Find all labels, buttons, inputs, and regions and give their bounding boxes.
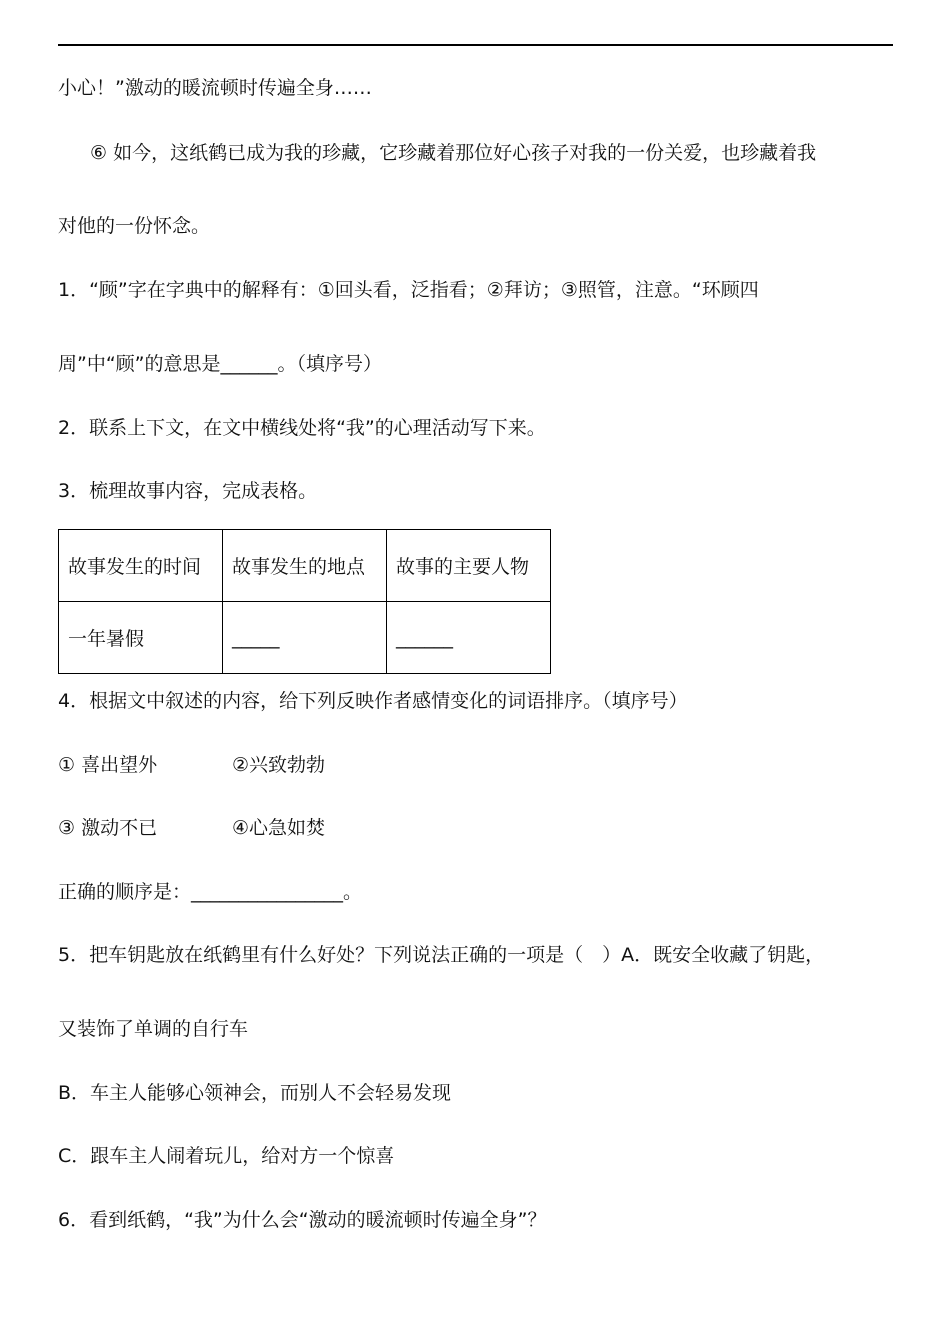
question-6: 6．看到纸鹤，“我”为什么会“激动的暖流顿时传遍全身”？ [58, 1209, 547, 1231]
table-header-cell: 故事发生的时间 [59, 530, 223, 602]
table-row [59, 602, 551, 674]
question-4-answer: 正确的顺序是：________________。 [58, 881, 363, 903]
question-4: 4．根据文中叙述的内容，给下列反映作者感情变化的词语排序。（填序号） [58, 690, 688, 712]
top-rule [58, 44, 893, 46]
question-1-cont: 周”中“顾”的意思是______。（填序号） [58, 353, 383, 375]
question-5: 5．把车钥匙放在纸鹤里有什么好处？下列说法正确的一项是（ ）A．既安全收藏了钥匙， [58, 944, 825, 966]
table-header-cell: 故事的主要人物 [387, 530, 551, 602]
question-5-option-b: B．车主人能够心领神会，而别人不会轻易发现 [58, 1082, 452, 1104]
question-3: 3．梳理故事内容，完成表格。 [58, 480, 318, 502]
question-4-option-3: ③ 激动不已 [58, 817, 158, 839]
question-5-option-c: C．跟车主人闹着玩儿，给对方一个惊喜 [58, 1145, 395, 1167]
question-4-option-4: ④心急如焚 [232, 817, 326, 839]
passage-line: 小心！”激动的暖流顿时传遍全身…… [58, 77, 372, 99]
story-table [58, 529, 551, 674]
question-4-option-2: ②兴致勃勃 [232, 754, 326, 776]
table-cell: 一年暑假 [59, 602, 223, 674]
table-header-row [59, 530, 551, 602]
question-4-option-1: ① 喜出望外 [58, 754, 158, 776]
table-cell-blank: ______ [387, 602, 551, 674]
table-header-cell: 故事发生的地点 [223, 530, 387, 602]
question-5-option-a-cont: 又装饰了单调的自行车 [58, 1018, 249, 1040]
table-cell-blank: _____ [223, 602, 387, 674]
passage-paragraph-6-cont: 对他的一份怀念。 [58, 215, 211, 237]
question-1: 1．“顾”字在字典中的解释有：①回头看，泛指看；②拜访；③照管，注意。“环顾四 [58, 279, 759, 301]
question-2: 2．联系上下文，在文中横线处将“我”的心理活动写下来。 [58, 417, 546, 439]
passage-paragraph-6: ⑥ 如今，这纸鹤已成为我的珍藏，它珍藏着那位好心孩子对我的一份关爱，也珍藏着我 [90, 142, 817, 164]
